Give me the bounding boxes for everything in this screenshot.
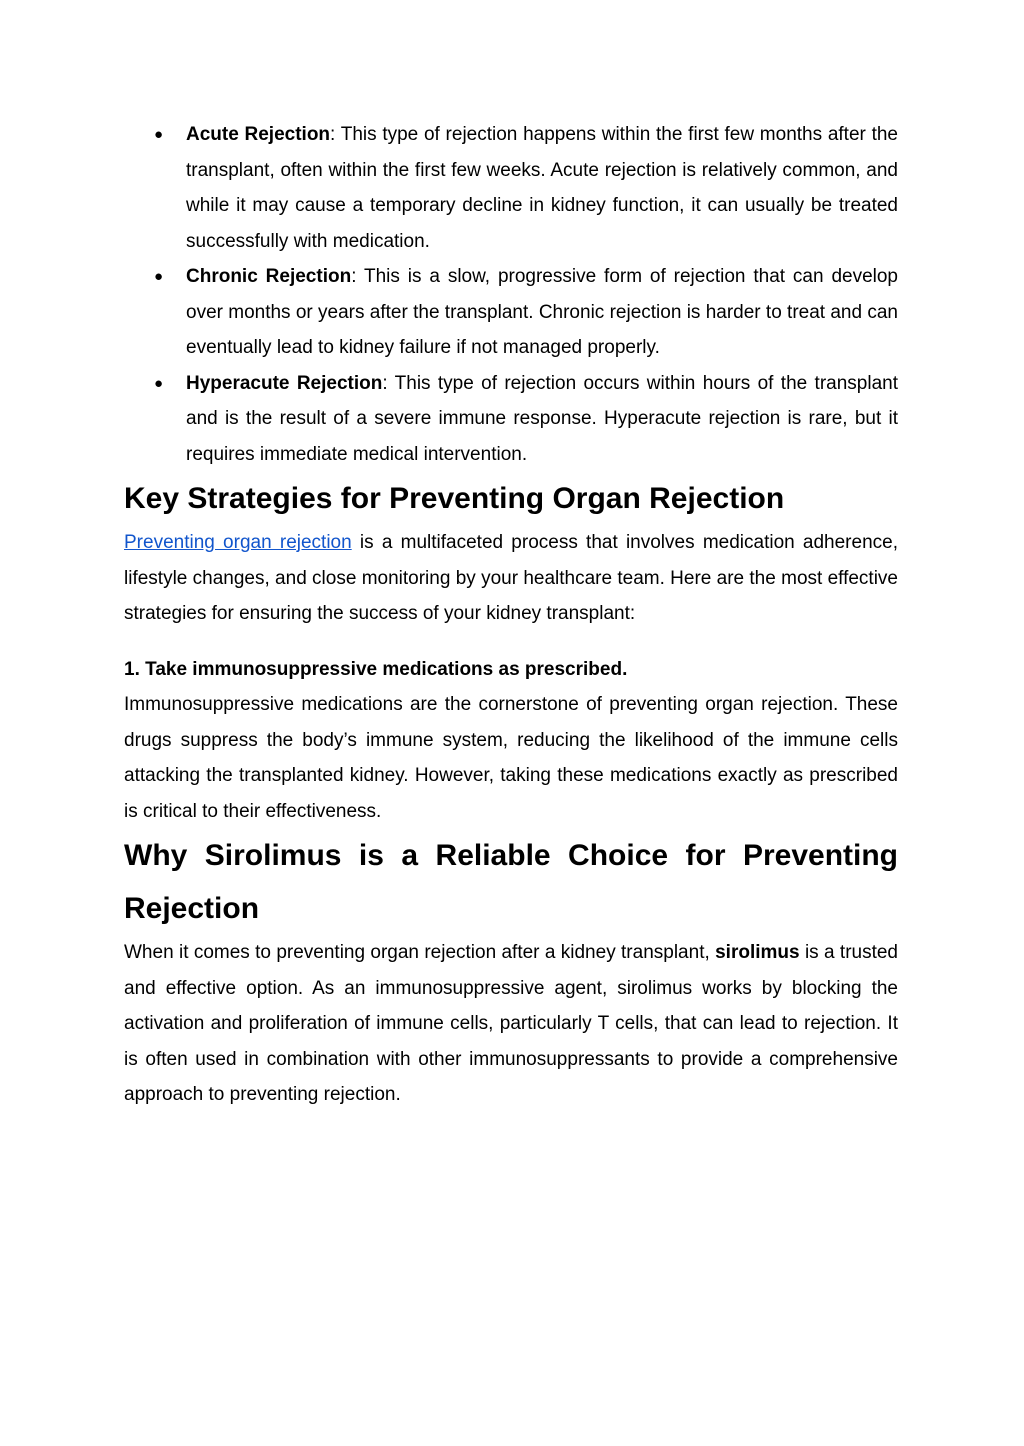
list-item-term: Acute Rejection: [186, 124, 331, 145]
list-item-description: : This is a slow, progressive form of rejection that can develop over months or years after the transplant. Chronic rejection is harder to treat and can eventually lead to kidney failure if not managed properly.: [186, 266, 898, 358]
list-item-term: Hyperacute Rejection: [186, 372, 383, 394]
bullet-icon: ●: [154, 268, 164, 285]
step-1-body: Immunosuppressive medications are the cornerstone of preventing organ rejection. These drugs suppress the body’s immune system, reducing the likelihood of the immune cells attacking the transplanted kidney. However, taking these medications exactly as prescribed is critical to their effectiveness.: [124, 694, 898, 822]
key-strategies-heading: Key Strategies for Preventing Organ Rejection: [124, 482, 785, 515]
list-item-chronic-rejection: [124, 259, 898, 366]
list-item-term: Chronic Rejection: [186, 266, 352, 287]
list-item-hyperacute-rejection: [124, 366, 898, 473]
key-strategies-intro: [124, 525, 898, 632]
sirolimus-para-rest: is a trusted and effective option. As an immunosuppressive agent, sirolimus works by blocking the activation and proliferation of immune cells, particularly T cells, that can lead to rejection. It is often used in combination with other immunosuppressants to provide a comprehensive approach to preventing rejection.: [124, 942, 899, 1105]
sirolimus-bold-word: sirolimus: [715, 942, 800, 963]
step-1-heading: 1. Take immunosuppressive medications as prescribed.: [124, 658, 628, 680]
rejection-types-list: [124, 117, 898, 472]
list-item-acute-rejection: [124, 117, 898, 259]
document-page: [124, 117, 898, 1113]
bullet-icon: ●: [154, 374, 164, 392]
list-item-description: : This type of rejection happens within the first few months after the transplant, often within the first few weeks. Acute rejection is relatively common, and while it may cause a temporary decline in kidney function, it can usually be treated successfully with medication.: [186, 124, 898, 252]
bullet-icon: ●: [154, 126, 164, 143]
key-strategies-intro-text: is a multifaceted process that involves medication adherence, lifestyle changes, and close monitoring by your healthcare team. Here are the most effective strategies for ensuring the success of your kidney transplant:: [124, 532, 898, 624]
sirolimus-paragraph: [124, 935, 898, 1113]
preventing-organ-rejection-link[interactable]: Preventing organ rejection: [124, 532, 352, 553]
sirolimus-heading: Why Sirolimus is a Reliable Choice for Preventing Rejection: [124, 839, 898, 925]
list-item-description: : This type of rejection occurs within hours of the transplant and is the result of a severe immune response. Hyperacute rejection is rare, but it requires immediate medical intervention.: [186, 372, 898, 465]
sirolimus-para-start: When it comes to preventing organ rejection after a kidney transplant,: [124, 942, 716, 963]
